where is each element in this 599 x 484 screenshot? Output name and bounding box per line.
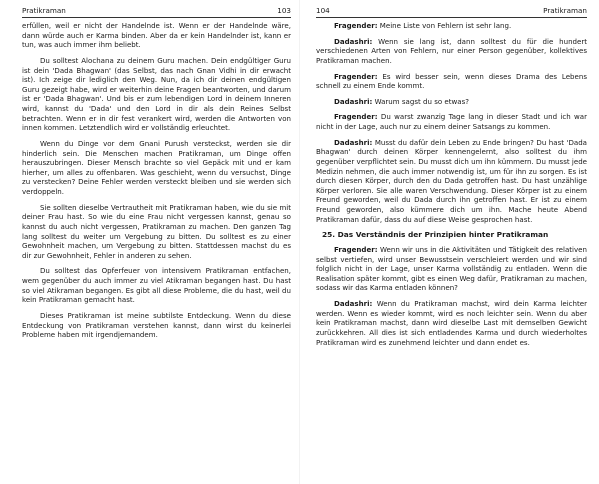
dialogue-paragraph	[316, 97, 587, 107]
dialogue-text: Musst du dafür dein Leben zu Ende bringen? Du hast 'Dada Bhagwan' durch deinen Körper kennengelernt, also solltest du ihm gegenüber verpflichtet sein. Du musst dich um ihn kümmern. Du musst jede Medizin nehmen, die auch immer notwendig ist, um für ihn zu sorgen. Es ist durch diesen Körper, durch den du Dada getroffen hast. Du hast unzählige Körper verloren. Sie alle waren Verschwendung. Dieser Körper ist zu einem Freund geworden, weil du Dada durch ihn getroffen hast. Er ist zu einem Freund geworden, also kümmere dich um ihn. Mache heute Abend Pratikraman dafür, dass du auf diese Weise gesprochen hast.	[316, 137, 587, 224]
speaker-label: Dadashri:	[334, 137, 373, 147]
right-header-title: Pratikraman	[543, 6, 587, 15]
dialogue-paragraph	[316, 37, 587, 66]
right-page	[300, 0, 599, 484]
speaker-label: Fragender:	[334, 21, 378, 30]
left-page	[0, 0, 299, 484]
right-page-number: 104	[316, 6, 330, 15]
paragraph: Du solltest Alochana zu deinem Guru machen. Dein endgültiger Guru ist dein 'Dada Bhagwan' (das Selbst, das nach Gnan Vidhi in dir erwacht ist). Ich zeige dir lediglich den Weg. Nun, da ich dir deinen endgültigen Guru gezeigt habe, wird er weiterhin deine Fragen beantworten, und darum ist er 'Dada Bhagwan'. Und bis er zum lebendigen Lord in deinem Inneren wird, kannst du 'Dada' und den Lord in dir als dein Reines Selbst betrachten. Wenn er in dir fest verankert wird, werden die Antworten von innen kommen. Letztendlich wird er vollständig erleuchtet.	[22, 55, 291, 133]
speaker-label: Dadashri:	[334, 299, 373, 308]
section-heading: 25. Das Verständnis der Prinzipien hinter Pratikraman	[322, 230, 549, 240]
dialogue-text: Wenn wir uns in die Aktivitäten und Tätigkeit des relativen selbst vertiefen, wird unser Bewusstsein verschleiert werden und wir sind folglich nicht in der Lage, unser Karma vollständig zu entladen. Wenn die Realisation später kommt, gibt es einen Weg dafür, Pratikraman zu machen, sodass wir das Karma entladen können?	[316, 244, 587, 293]
dialogue-text: Du warst zwanzig Tage lang in dieser Stadt und ich war nicht in der Lage, auch nur zu einem deiner Satsangs zu kommen.	[316, 112, 587, 131]
left-header-title: Pratikraman	[22, 6, 66, 15]
paragraph: Wenn du Dinge vor dem Gnani Purush versteckst, werden sie dir hinderlich sein. Die Menschen machen Pratikraman, um Dinge offen herauszubringen. Dieser Mensch brachte so viel Gepäck mit und er kam hierher, um alles zu offenbaren. Was geschieht, wenn du versuchst, Dinge zu verstecken? Deine Fehler werden versteckt bleiben und sie werden sich verdoppeln.	[22, 138, 291, 196]
dialogue-text: Wenn du Pratikraman machst, wird dein Karma leichter werden. Wenn es wieder kommt, wird es noch leichter sein. Wenn du aber kein Pratikraman machst, dann wird dieselbe Last mit demselben Gewicht zurückkehren. All dies ist sich entladendes Karma und durch wiederholtes Pratikraman wird es zunehmend leichter und dann endet es.	[316, 299, 587, 347]
paragraph: erfüllen, weil er nicht der Handelnde ist. Wenn er der Handelnde wäre, dann würde auch er Karma binden. Aber da er kein Handelnder ist, kann er tun, was auch immer ihm beliebt.	[22, 21, 291, 50]
left-page-header	[22, 6, 291, 18]
left-page-body	[22, 21, 291, 340]
dialogue-text: Wenn sie lang ist, dann solltest du für die hundert verschiedenen Arten von Fehlern, nur einer Person gegenüber, kollektives Pratikraman machen.	[316, 36, 587, 65]
dialogue-text: Meine Liste von Fehlern ist sehr lang.	[377, 21, 512, 30]
speaker-label: Dadashri:	[334, 36, 373, 46]
dialogue-paragraph	[316, 299, 587, 347]
paragraph: Du solltest das Opferfeuer von intensivem Pratikraman entfachen, wem gegenüber du auch immer zu viel Atikraman begangen hast. Du hast so viel Atikraman begangen. Es gibt all diese Probleme, die du hast, weil du kein Pratikraman gemacht hast.	[22, 266, 291, 305]
speaker-label: Fragender:	[334, 112, 378, 122]
left-page-number: 103	[277, 6, 291, 15]
paragraph: Sie sollten dieselbe Vertrautheit mit Pratikraman haben, wie du sie mit deiner Frau hast. So wie du eine Frau nicht vergessen kannst, genau so kannst du auch nicht vergessen, Pratikraman zu machen. Den ganzen Tag lang solltest du weiter um Vergebung zu bitten. Du solltest es zu einer Gewohnheit machen, um Vergebung zu bitten. Stattdessen machst du es dir zur Gewohnheit, Fehler in anderen zu sehen.	[22, 202, 291, 260]
paragraph: Dieses Pratikraman ist meine subtilste Entdeckung. Wenn du diese Entdeckung von Pratikraman verstehen kannst, dann wirst du keinerlei Probleme haben mit irgendjemandem.	[22, 310, 291, 340]
dialogue-paragraph	[316, 138, 587, 225]
dialogue-paragraph	[316, 245, 587, 293]
right-page-header	[316, 6, 587, 18]
dialogue-paragraph	[316, 72, 587, 91]
right-page-body	[316, 21, 587, 347]
speaker-label: Dadashri:	[334, 96, 373, 106]
dialogue-paragraph	[316, 112, 587, 131]
speaker-label: Fragender:	[334, 244, 378, 254]
dialogue-text: Warum sagst du so etwas?	[372, 96, 470, 106]
dialogue-paragraph	[316, 21, 587, 31]
dialogue-text: Es wird besser sein, wenn dieses Drama des Lebens schnell zu einem Ende kommt.	[316, 71, 587, 91]
speaker-label: Fragender:	[334, 71, 378, 81]
